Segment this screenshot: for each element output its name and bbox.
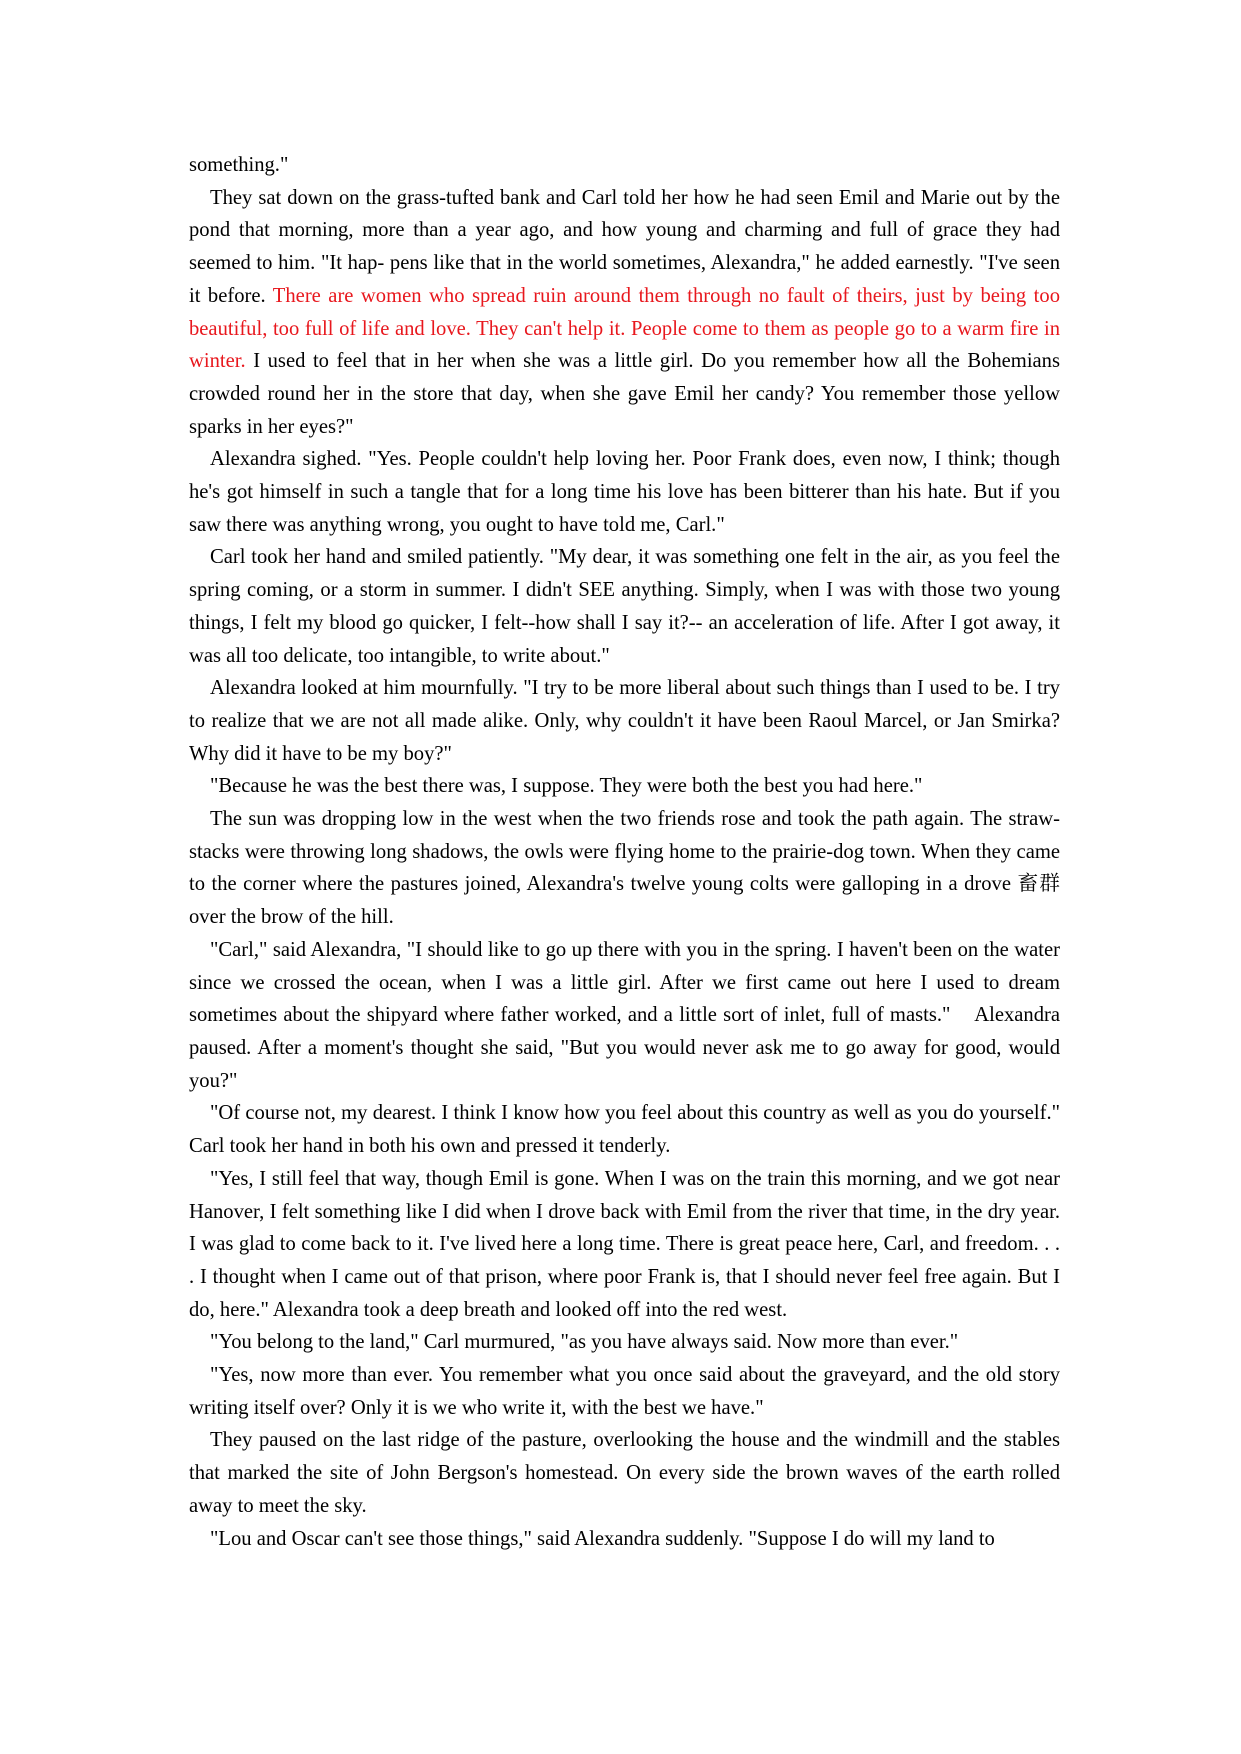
body-paragraph xyxy=(189,149,1060,182)
body-paragraph xyxy=(189,541,1066,672)
body-paragraph xyxy=(189,1097,1066,1162)
paragraph-text: "Yes, I still feel that way, though Emil is gone. When I was on the train this morning, and we got near Hanover, I felt something like I did when I drove back with Emil from the river that time, in the dry year. I was glad to come back to it. I've lived here a long time. There is great peace here, Carl, and freedom. . . . I thought when I came out of that prison, where poor Frank is, that I should never feel free again. But I do, here." Alexandra took a deep breath and looked off into the red west. xyxy=(189,1167,1066,1321)
paragraph-text: The sun was dropping low in the west when the two friends rose and took the path again. The straw-stacks were throwing long shadows, the owls were flying home to the prairie-dog town. When they came to the corner where the pastures joined, Alexandra's twelve young colts were galloping in a drove 畜群 over the brow of the hill. xyxy=(189,808,1071,929)
paragraph-text: something." xyxy=(189,154,289,176)
paragraph-text: "You belong to the land," Carl murmured, "as you have always said. Now more than ever." xyxy=(210,1331,959,1354)
highlighted-text: There are women who spread ruin around them through no fault of theirs, just by being too beautiful, too full of life and love. They can't help it. People come to them as people go to a warm fire in winter. xyxy=(189,284,1066,373)
paragraph-text: Alexandra sighed. "Yes. People couldn't help loving her. Poor Frank does, even now, I think; though he's got himself in such a tangle that for a long time his love has been bitterer than his hate. But if you saw there was anything wrong, you ought to have told me, Carl." xyxy=(189,448,1066,536)
paragraph-text: They paused on the last ridge of the pasture, overlooking the house and the windmill and the stables that marked the site of John Bergson's homestead. On every side the brown waves of the earth rolled away to meet the sky. xyxy=(189,1429,1066,1517)
body-paragraph xyxy=(189,770,1060,803)
paragraph-text: Alexandra looked at him mournfully. "I try to be more liberal about such things than I used to be. I try to realize that we are not all made alike. Only, why couldn't it have been Raoul Marcel, or Jan Smirka? Why did it have to be my boy?" xyxy=(189,677,1066,765)
paragraph-text: "Yes, now more than ever. You remember what you once said about the graveyard, and the old story writing itself over? Only it is we who write it, with the best we have." xyxy=(189,1364,1066,1419)
body-paragraph xyxy=(189,443,1066,541)
body-paragraph xyxy=(189,672,1066,770)
paragraph-text: "Because he was the best there was, I suppose. They were both the best you had here." xyxy=(210,775,923,798)
paragraph-text: "Carl," said Alexandra, "I should like to go up there with you in the spring. I haven't been on the water since we crossed the ocean, when I was a little girl. After we first came out here I used to dream sometimes about the shipyard where father worked, and a little sort of inlet, full of masts." Alexandra paused. After a moment's thought she said, "But you would never ask me to go away for good, would you?" xyxy=(189,938,1066,1092)
paragraph-text: "Of course not, my dearest. I think I know how you feel about this country as well as you do yourself." Carl took her hand in both his own and pressed it tenderly. xyxy=(189,1102,1066,1158)
paragraph-text: I used to feel that in her when she was a little girl. Do you remember how all the Bohemians crowded round her in the store that day, when she gave Emil her candy? You remember those yellow sparks in her eyes?" xyxy=(189,350,1066,438)
body-paragraph xyxy=(189,1163,1066,1327)
body-paragraph xyxy=(189,1424,1066,1522)
paragraph-text: Carl took her hand and smiled patiently. "My dear, it was something one felt in the air, as you feel the spring coming, or a storm in summer. I didn't SEE anything. Simply, when I was with those two young things, I felt my blood go quicker, I felt--how shall I say it?-- an acceleration of life. After I got away, it was all too delicate, too intangible, to write about." xyxy=(189,546,1066,667)
body-paragraph xyxy=(189,1523,1060,1556)
body-paragraph xyxy=(189,1359,1066,1424)
document-page xyxy=(189,149,1071,1555)
body-paragraph xyxy=(189,1326,1060,1359)
body-paragraph xyxy=(189,934,1066,1098)
paragraph-text: They sat down on the grass-tufted bank and Carl told her how he had seen Emil and Marie out by the pond that morning, more than a year ago, and how young and charming and full of grace they had seemed to him. "It hap- pens like that in the world sometimes, Alexandra," he added earnestly. "I've seen it before. xyxy=(189,186,1066,307)
paragraph-text: "Lou and Oscar can't see those things," said Alexandra suddenly. "Suppose I do will my land to xyxy=(210,1527,995,1550)
body-paragraph xyxy=(189,182,1066,444)
body-paragraph xyxy=(189,803,1071,934)
